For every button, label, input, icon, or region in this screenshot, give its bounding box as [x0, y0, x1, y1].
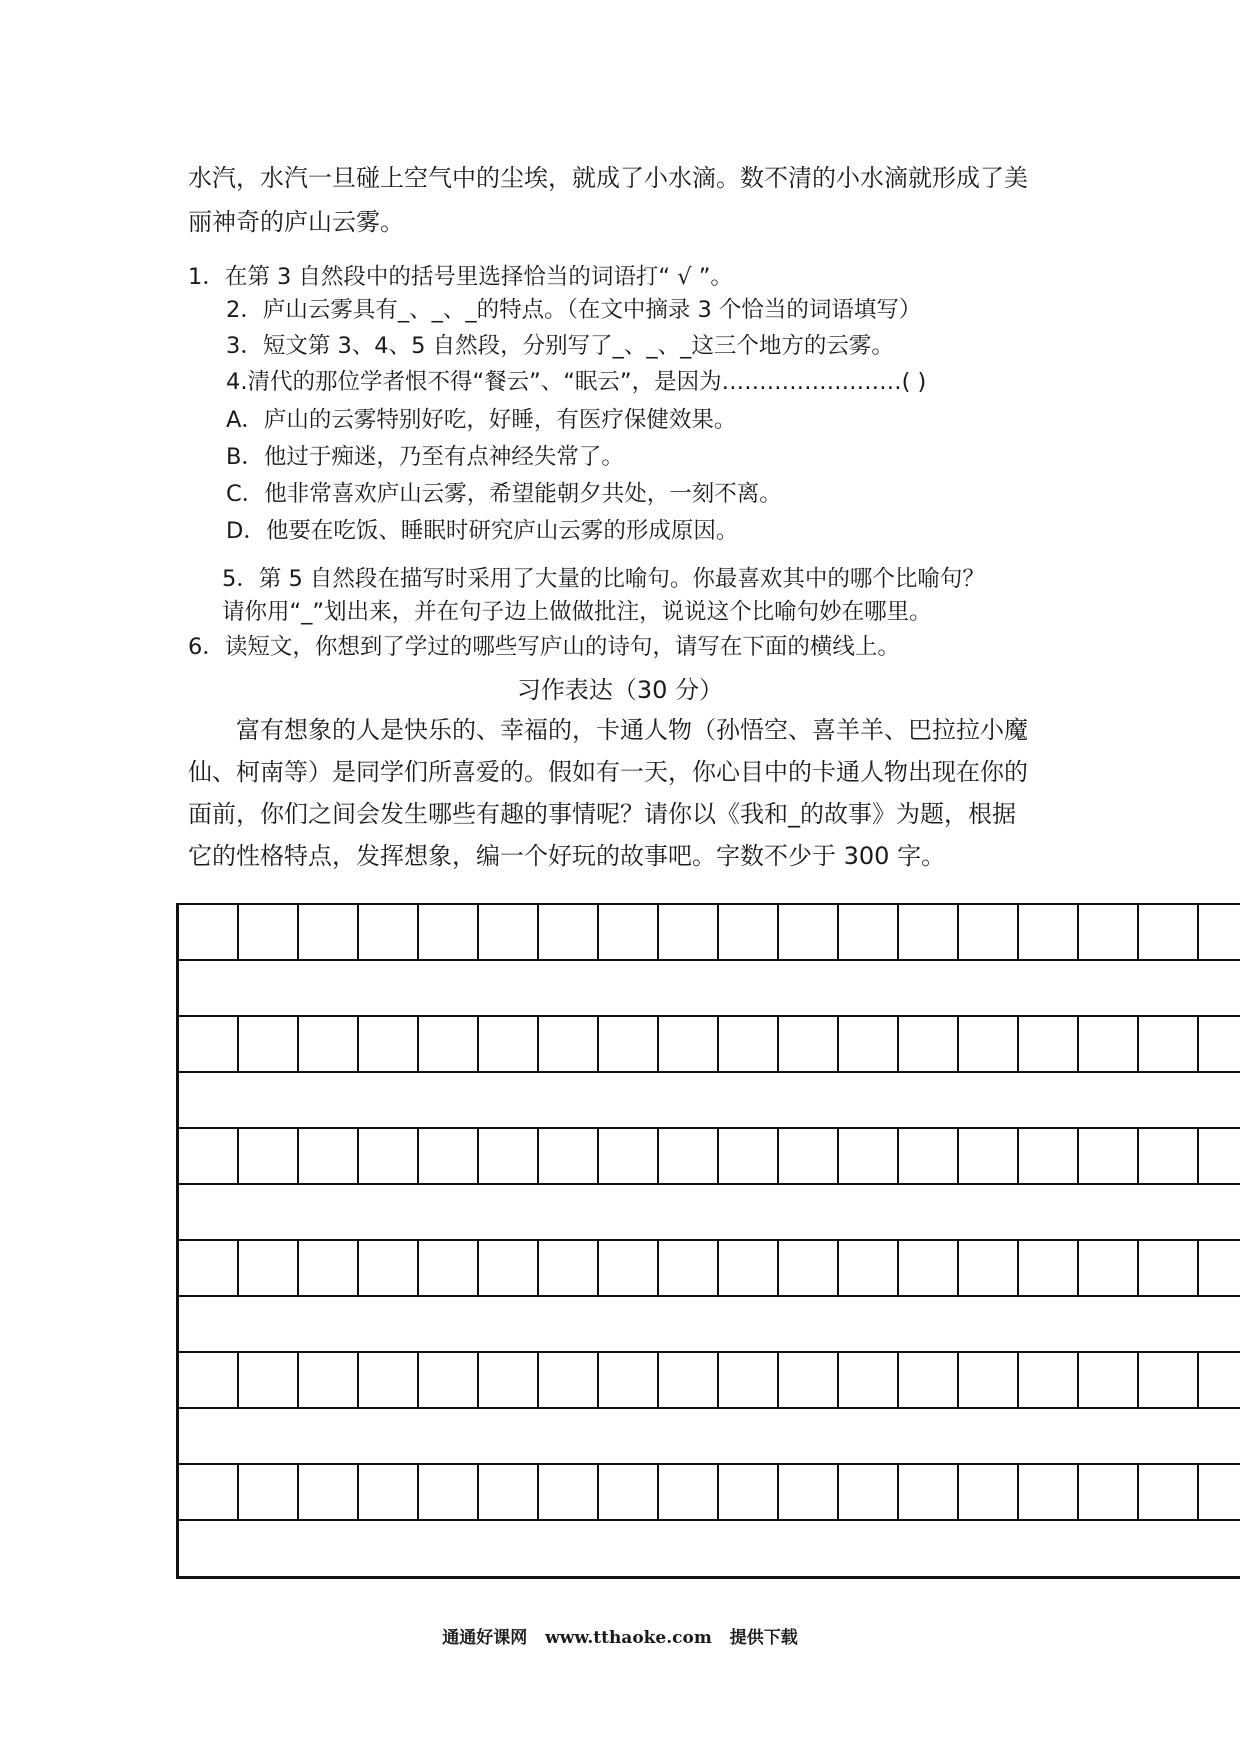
question-4-option-a: A．庐山的云雾特别好吃，好睡，有医疗保健效果。 [226, 407, 737, 433]
grid-cell[interactable] [179, 1017, 239, 1071]
grid-cell[interactable] [959, 1465, 1019, 1519]
grid-cell[interactable] [719, 1129, 779, 1183]
grid-cell[interactable] [779, 1017, 839, 1071]
grid-cell[interactable] [1199, 1465, 1240, 1519]
grid-cell[interactable] [839, 905, 899, 959]
grid-cell[interactable] [419, 1465, 479, 1519]
grid-cell[interactable] [659, 905, 719, 959]
grid-cell[interactable] [539, 1465, 599, 1519]
grid-cell[interactable] [359, 905, 419, 959]
grid-cell[interactable] [419, 1129, 479, 1183]
grid-cell[interactable] [1079, 1465, 1139, 1519]
grid-cell[interactable] [479, 1017, 539, 1071]
grid-cell[interactable] [899, 1129, 959, 1183]
question-2: 2．庐山云雾具有_、_、_的特点。（在文中摘录 3 个恰当的词语填写） [226, 297, 922, 323]
passage-line: 水汽，水汽一旦碰上空气中的尘埃，就成了小水滴。数不清的小水滴就形成了美 [188, 164, 1028, 192]
grid-cell[interactable] [1019, 905, 1079, 959]
grid-cell[interactable] [419, 905, 479, 959]
grid-cell[interactable] [479, 1465, 539, 1519]
grid-cell[interactable] [479, 1129, 539, 1183]
grid-cell[interactable] [1139, 905, 1199, 959]
grid-cell[interactable] [1139, 1465, 1199, 1519]
grid-cell[interactable] [419, 1353, 479, 1407]
footer [0, 1623, 1240, 1648]
grid-cell[interactable] [659, 1465, 719, 1519]
grid-cell[interactable] [1199, 905, 1240, 959]
grid-cell[interactable] [1199, 1241, 1240, 1295]
question-4-option-d: D．他要在吃饭、睡眠时研究庐山云雾的形成原因。 [226, 518, 739, 544]
footer-note: 提供下载 [729, 1628, 798, 1648]
grid-spacer-row [179, 1073, 1240, 1129]
grid-cell[interactable] [719, 1241, 779, 1295]
grid-cell[interactable] [719, 1465, 779, 1519]
grid-cell[interactable] [1079, 905, 1139, 959]
grid-spacer-row [179, 1521, 1240, 1579]
passage-line: 丽神奇的庐山云雾。 [188, 208, 404, 236]
grid-cell[interactable] [299, 1465, 359, 1519]
question-4-option-c: C．他非常喜欢庐山云雾，希望能朝夕共处，一刻不离。 [226, 481, 782, 507]
question-5-line-1: 5．第 5 自然段在描写时采用了大量的比喻句。你最喜欢其中的哪个比喻句？ [222, 566, 985, 592]
grid-cell[interactable] [1019, 1353, 1079, 1407]
grid-cell-row [179, 1465, 1240, 1521]
grid-cell[interactable] [659, 1241, 719, 1295]
composition-grid [176, 903, 1240, 1579]
grid-cell[interactable] [839, 1241, 899, 1295]
grid-cell[interactable] [839, 1017, 899, 1071]
grid-cell[interactable] [1079, 1241, 1139, 1295]
grid-cell[interactable] [899, 1465, 959, 1519]
grid-cell[interactable] [239, 1353, 299, 1407]
grid-cell[interactable] [539, 905, 599, 959]
question-5-line-2: 请你用“_”划出来，并在句子边上做做批注，说说这个比喻句妙在哪里。 [222, 599, 932, 625]
grid-cell[interactable] [659, 1017, 719, 1071]
grid-cell[interactable] [359, 1017, 419, 1071]
writing-prompt-line: 面前，你们之间会发生哪些有趣的事情呢？请你以《我和_的故事》为题，根据 [188, 800, 1016, 828]
grid-cell[interactable] [179, 1353, 239, 1407]
question-4: 4.清代的那位学者恨不得“餐云”、“眠云”，是因为……………………( ) [226, 369, 927, 395]
writing-prompt-line: 它的性格特点，发挥想象，编一个好玩的故事吧。字数不少于 300 字。 [188, 842, 946, 870]
grid-cell[interactable] [899, 1241, 959, 1295]
grid-cell-row [179, 1129, 1240, 1185]
grid-cell[interactable] [839, 1353, 899, 1407]
question-4-option-b: B．他过于痴迷，乃至有点神经失常了。 [226, 444, 624, 470]
grid-cell[interactable] [779, 1465, 839, 1519]
question-3: 3．短文第 3、4、5 自然段，分别写了_、_、_这三个地方的云雾。 [226, 333, 894, 359]
grid-cell[interactable] [239, 1241, 299, 1295]
grid-cell[interactable] [539, 1129, 599, 1183]
grid-cell[interactable] [1139, 1017, 1199, 1071]
grid-spacer-row [179, 1409, 1240, 1465]
grid-cell[interactable] [899, 1017, 959, 1071]
grid-cell[interactable] [1139, 1129, 1199, 1183]
grid-cell[interactable] [1019, 1017, 1079, 1071]
grid-cell[interactable] [779, 905, 839, 959]
grid-cell[interactable] [839, 1129, 899, 1183]
grid-cell[interactable] [479, 1241, 539, 1295]
grid-cell[interactable] [419, 1241, 479, 1295]
grid-cell-row [179, 1241, 1240, 1297]
grid-cell[interactable] [959, 1241, 1019, 1295]
grid-cell-row [179, 1353, 1240, 1409]
grid-cell[interactable] [599, 1241, 659, 1295]
grid-cell[interactable] [179, 1129, 239, 1183]
writing-section-title: 习作表达（30 分） [516, 676, 724, 704]
grid-cell[interactable] [1079, 1017, 1139, 1071]
grid-cell[interactable] [539, 1353, 599, 1407]
grid-cell[interactable] [539, 1017, 599, 1071]
grid-cell[interactable] [539, 1241, 599, 1295]
grid-cell[interactable] [1199, 1129, 1240, 1183]
grid-cell[interactable] [959, 1129, 1019, 1183]
grid-cell[interactable] [779, 1129, 839, 1183]
grid-cell[interactable] [599, 1129, 659, 1183]
grid-cell[interactable] [1019, 1465, 1079, 1519]
grid-cell[interactable] [1019, 1241, 1079, 1295]
grid-spacer-row [179, 1297, 1240, 1353]
grid-cell[interactable] [1199, 1353, 1240, 1407]
grid-cell[interactable] [299, 1241, 359, 1295]
grid-cell[interactable] [479, 1353, 539, 1407]
grid-cell[interactable] [899, 905, 959, 959]
grid-cell[interactable] [359, 1465, 419, 1519]
question-6: 6．读短文，你想到了学过的哪些写庐山的诗句，请写在下面的横线上。 [188, 634, 900, 660]
grid-cell[interactable] [179, 1465, 239, 1519]
grid-cell-row [179, 905, 1240, 961]
footer-site-name: 通通好课网 [442, 1628, 528, 1648]
grid-cell[interactable] [719, 1353, 779, 1407]
grid-cell[interactable] [599, 1465, 659, 1519]
grid-cell[interactable] [299, 1017, 359, 1071]
grid-cell[interactable] [1079, 1353, 1139, 1407]
grid-cell[interactable] [599, 1353, 659, 1407]
grid-cell[interactable] [239, 1017, 299, 1071]
grid-cell[interactable] [779, 1353, 839, 1407]
grid-cell[interactable] [719, 905, 779, 959]
grid-cell[interactable] [599, 1017, 659, 1071]
grid-spacer-row [179, 961, 1240, 1017]
grid-cell[interactable] [359, 1129, 419, 1183]
grid-cell[interactable] [239, 905, 299, 959]
grid-cell[interactable] [479, 905, 539, 959]
grid-cell[interactable] [179, 1241, 239, 1295]
grid-cell[interactable] [359, 1353, 419, 1407]
grid-cell[interactable] [719, 1017, 779, 1071]
grid-cell[interactable] [239, 1129, 299, 1183]
grid-cell[interactable] [299, 905, 359, 959]
writing-prompt-line: 富有想象的人是快乐的、幸福的，卡通人物（孙悟空、喜羊羊、巴拉拉小魔 [236, 716, 1028, 744]
grid-cell[interactable] [959, 1017, 1019, 1071]
grid-spacer-row [179, 1185, 1240, 1241]
grid-cell[interactable] [419, 1017, 479, 1071]
grid-cell[interactable] [1079, 1129, 1139, 1183]
grid-cell[interactable] [1019, 1129, 1079, 1183]
grid-cell[interactable] [659, 1129, 719, 1183]
grid-cell[interactable] [239, 1465, 299, 1519]
grid-cell[interactable] [959, 905, 1019, 959]
grid-cell[interactable] [299, 1129, 359, 1183]
grid-cell[interactable] [1139, 1353, 1199, 1407]
writing-prompt-line: 仙、柯南等）是同学们所喜爱的。假如有一天，你心目中的卡通人物出现在你的 [188, 758, 1028, 786]
grid-cell[interactable] [659, 1353, 719, 1407]
grid-cell[interactable] [779, 1241, 839, 1295]
grid-cell[interactable] [839, 1465, 899, 1519]
question-1: 1．在第 3 自然段中的括号里选择恰当的词语打“ √ ”。 [188, 264, 733, 290]
grid-cell[interactable] [1139, 1241, 1199, 1295]
grid-cell[interactable] [599, 905, 659, 959]
grid-cell[interactable] [899, 1353, 959, 1407]
grid-cell[interactable] [1199, 1017, 1240, 1071]
grid-cell-row [179, 1017, 1240, 1073]
footer-url: www.tthaoke.com [545, 1628, 712, 1648]
grid-cell[interactable] [299, 1353, 359, 1407]
grid-cell[interactable] [359, 1241, 419, 1295]
grid-cell[interactable] [959, 1353, 1019, 1407]
grid-cell[interactable] [179, 905, 239, 959]
